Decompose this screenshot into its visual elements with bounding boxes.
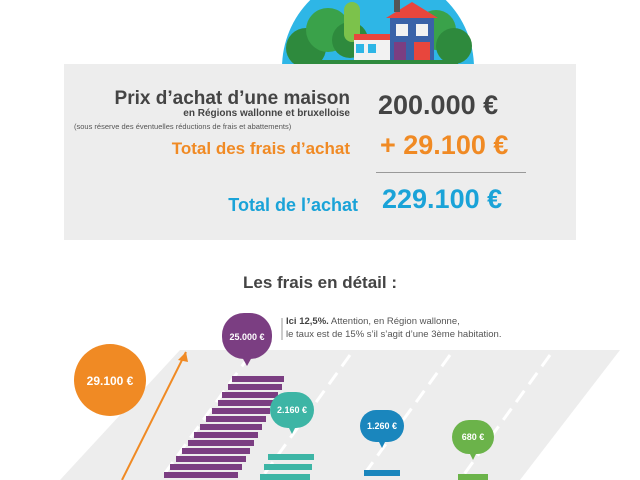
price-label: Prix d’achat d’une maison <box>114 88 350 109</box>
price-value: 200.000 € <box>378 90 499 120</box>
item-bars-3 <box>364 470 400 476</box>
item-value-3: 1.260 € <box>366 421 398 431</box>
total-fees-bubble-text: 29.100 € <box>86 374 134 388</box>
rate-annotation-bold: Ici 12,5%. <box>286 316 329 327</box>
price-sublabel: en Régions wallonne et bruxelloise <box>183 108 350 119</box>
fees-value: + 29.100 € <box>380 130 509 160</box>
rate-annotation <box>286 315 501 341</box>
total-label: Total de l’achat <box>228 195 358 215</box>
item-bars-4 <box>458 474 488 480</box>
price-note: (sous réserve des éventuelles réductions de frais et abattements) <box>74 122 292 131</box>
item-value-2: 2.160 € <box>276 405 308 415</box>
fees-label: Total des frais d’achat <box>171 139 350 158</box>
item-value-4: 680 € <box>461 432 485 442</box>
item-bars-2 <box>260 454 314 480</box>
total-value: 229.100 € <box>382 184 503 214</box>
details-title: Les frais en détail : <box>243 273 397 292</box>
item-value-1: 25.000 € <box>229 332 265 342</box>
rate-annotation-line2: le taux est de 15% s’il s’agit d’une 3ème habitation. <box>286 329 502 340</box>
rate-annotation-rest: Attention, en Région wallonne, <box>328 316 460 327</box>
